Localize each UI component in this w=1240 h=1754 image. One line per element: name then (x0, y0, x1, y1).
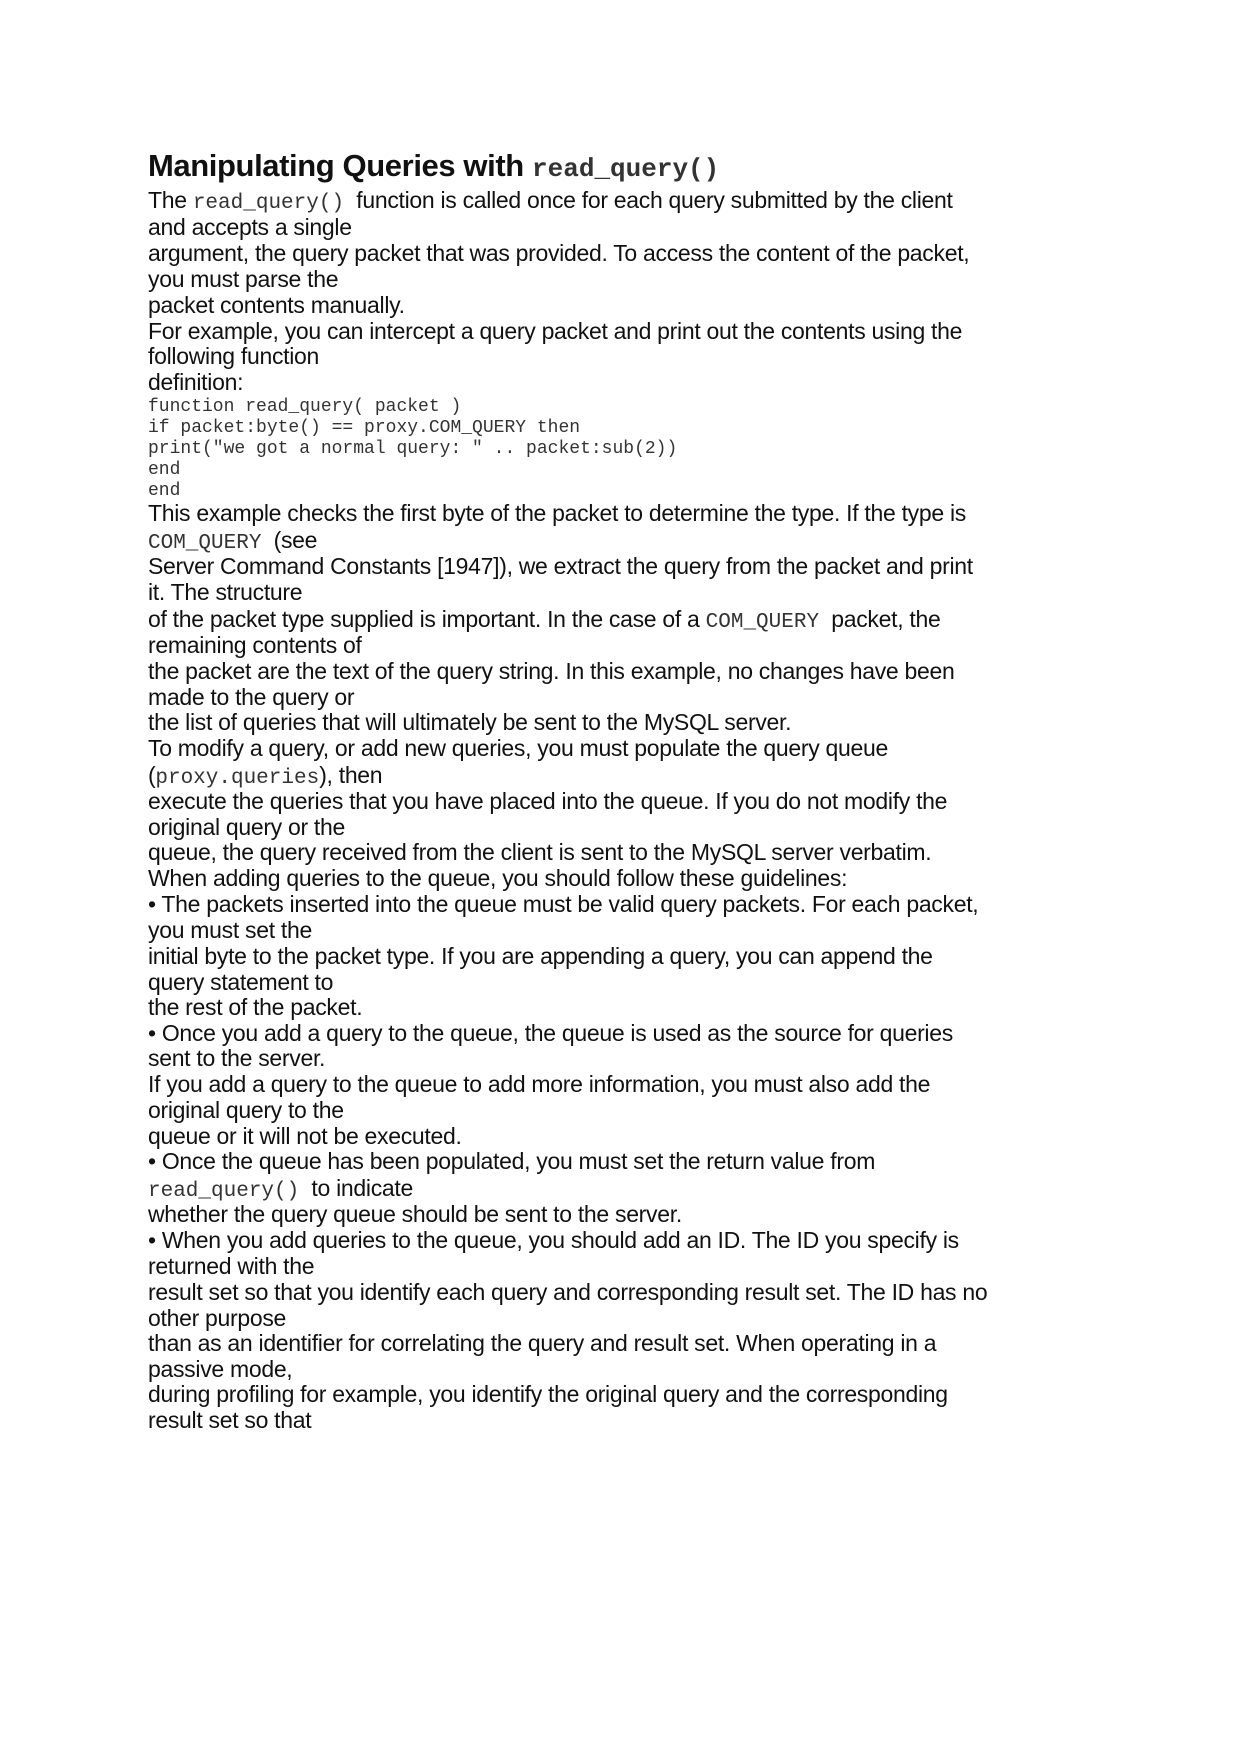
page-title (148, 148, 719, 187)
paragraph-line: This example checks the first byte of the packet to determine the type. If the type is (148, 500, 966, 526)
paragraph-line: made to the query or (148, 684, 355, 710)
list-item-line: query statement to (148, 969, 334, 995)
title-text: Manipulating Queries with (148, 148, 533, 183)
text-span: packet, the (819, 606, 941, 632)
paragraph-line: execute the queries that you have placed into the queue. If you do not modify the (148, 788, 948, 814)
paragraph-line: following function (148, 343, 320, 369)
list-item-line: passive mode, (148, 1356, 293, 1382)
text-span: function is called once for each query submitted by the client (344, 187, 953, 213)
list-item: • Once you add a query to the queue, the queue is used as the source for queries (148, 1020, 953, 1046)
inline-code: proxy.queries (155, 767, 320, 790)
text-span: ), then (319, 762, 383, 788)
title-code: read_query() (532, 154, 720, 184)
list-item-line: If you add a query to the queue to add more information, you must also add the (148, 1071, 931, 1097)
paragraph-line: remaining contents of (148, 632, 362, 658)
paragraph-line: packet contents manually. (148, 292, 405, 318)
text-span: to indicate (299, 1175, 413, 1201)
paragraph-line: queue, the query received from the client is sent to the MySQL server verbatim. (148, 839, 932, 865)
code-line: print("we got a normal query: " .. packet:sub(2)) (148, 439, 678, 459)
paragraph-line (148, 187, 953, 217)
paragraph-line: To modify a query, or add new queries, you must populate the query queue (148, 735, 888, 761)
code-line: if packet:byte() == proxy.COM_QUERY then (148, 418, 581, 438)
code-line: end (148, 481, 181, 501)
list-item-line: than as an identifier for correlating the query and result set. When operating in a (148, 1330, 937, 1356)
list-item-line: whether the query queue should be sent to the server. (148, 1201, 682, 1227)
paragraph-line: it. The structure (148, 579, 303, 605)
text-span: (see (261, 527, 318, 553)
text-span: of the packet type supplied is important. In the case of a (148, 606, 706, 632)
list-item: • The packets inserted into the queue must be valid query packets. For each packet, (148, 891, 979, 917)
list-item-line: during profiling for example, you identify the original query and the corresponding (148, 1381, 948, 1407)
list-item-line: sent to the server. (148, 1045, 326, 1071)
list-item: • When you add queries to the queue, you should add an ID. The ID you specify is (148, 1227, 959, 1253)
paragraph-line: For example, you can intercept a query packet and print out the contents using the (148, 318, 963, 344)
list-item-line: you must set the (148, 917, 312, 943)
paragraph-line: the packet are the text of the query string. In this example, no changes have been (148, 658, 955, 684)
inline-code: COM_QUERY (705, 611, 820, 634)
list-item: • Once the queue has been populated, you must set the return value from (148, 1148, 876, 1174)
inline-code: read_query() (192, 192, 345, 215)
list-item-line: result set so that you identify each query and corresponding result set. The ID has no (148, 1279, 988, 1305)
code-line: function read_query( packet ) (148, 397, 462, 417)
list-item-line: queue or it will not be executed. (148, 1123, 462, 1149)
inline-code: COM_QUERY (148, 532, 262, 555)
paragraph-line: and accepts a single (148, 214, 352, 240)
list-item-line: other purpose (148, 1305, 287, 1331)
list-item-line: the rest of the packet. (148, 994, 363, 1020)
paragraph-line: argument, the query packet that was provided. To access the content of the packet, (148, 240, 970, 266)
list-item-line: result set so that (148, 1407, 312, 1433)
paragraph-line: original query or the (148, 814, 345, 840)
list-item-line: initial byte to the packet type. If you are appending a query, you can append the (148, 943, 933, 969)
list-item-line: original query to the (148, 1097, 344, 1123)
paragraph-line: Server Command Constants [1947]), we extract the query from the packet and print (148, 553, 973, 579)
text-span: The (148, 187, 193, 213)
inline-code: read_query() (148, 1180, 300, 1203)
text-span: ( (148, 762, 156, 788)
paragraph-line: you must parse the (148, 266, 339, 292)
paragraph-line: definition: (148, 369, 244, 395)
list-item-line: returned with the (148, 1253, 315, 1279)
code-line: end (148, 460, 181, 480)
paragraph-line: the list of queries that will ultimately be sent to the MySQL server. (148, 709, 792, 735)
paragraph-line: When adding queries to the queue, you should follow these guidelines: (148, 865, 848, 891)
